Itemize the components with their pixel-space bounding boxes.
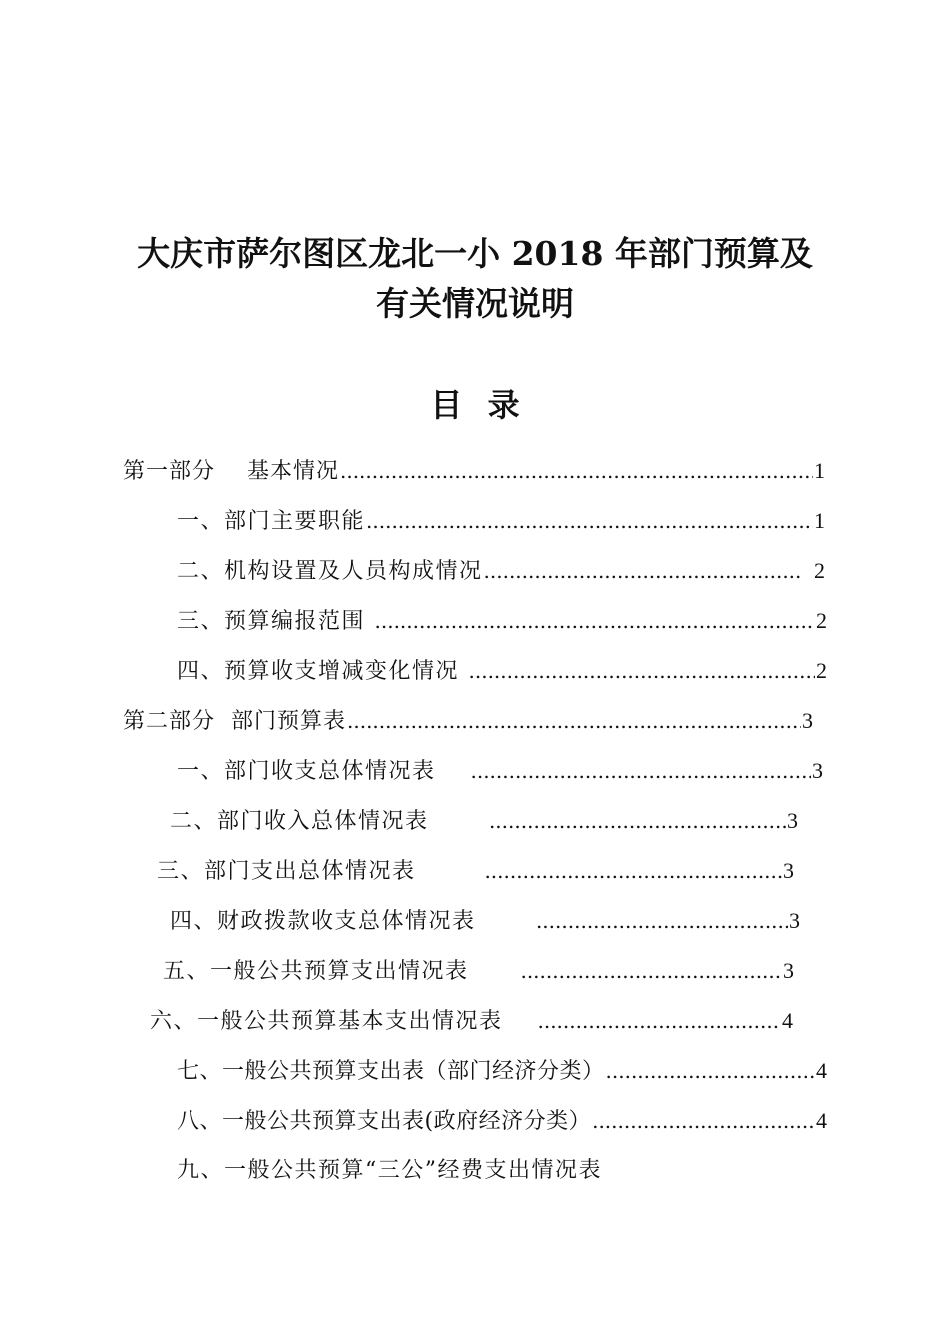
toc-entry-label: 第二部分 部门预算表 — [123, 709, 346, 734]
toc-entry-page: 3 — [783, 958, 794, 983]
toc-entry-1-3[interactable] — [177, 606, 827, 637]
toc-entry-page: 4 — [816, 1058, 827, 1083]
toc-entry-page: 1 — [814, 458, 825, 483]
toc-leader-dots — [347, 706, 801, 736]
toc-entry-label: 八、一般公共预算支出表(政府经济分类） — [177, 1109, 592, 1134]
toc-entry-label: 一、部门主要职能 — [177, 509, 366, 534]
toc-entry-page: 3 — [802, 708, 813, 733]
toc-entry-2-2[interactable] — [170, 806, 798, 837]
document-title-line-2: 有关情况说明 — [376, 284, 574, 323]
toc-entry-page: 3 — [783, 858, 794, 883]
toc-entry-1-1[interactable] — [177, 506, 825, 537]
toc-leader-dots — [592, 1106, 815, 1136]
toc-entry-label: 四、财政拨款收支总体情况表 — [170, 909, 535, 934]
toc-entry-2-7[interactable] — [177, 1056, 827, 1087]
toc-entry-label: 第一部分 基本情况 — [123, 459, 339, 484]
toc-leader-dots — [366, 506, 813, 536]
toc-entry-page: 3 — [789, 908, 800, 933]
toc-entry-label: 七、一般公共预算支出表（部门经济分类） — [177, 1059, 605, 1084]
toc-entry-2-9[interactable] — [177, 1156, 827, 1186]
toc-entry-page: 2 — [816, 658, 827, 683]
toc-entry-2-3[interactable] — [157, 856, 794, 887]
toc-entry-label: 三、部门支出总体情况表 — [157, 859, 484, 884]
toc-leader-dots — [484, 556, 802, 586]
toc-leader-dots — [489, 806, 786, 836]
toc-leader-dots — [537, 1006, 781, 1036]
toc-entry-label: 二、机构设置及人员构成情况 — [177, 559, 483, 584]
toc-entry-label: 九、一般公共预算“三公”经费支出情况表 — [177, 1158, 602, 1183]
document-title-line-1: 大庆市萨尔图区龙北一小 2018 年部门预算及 — [137, 234, 813, 273]
toc-entry-part-2[interactable] — [123, 706, 813, 737]
toc-entry-2-4[interactable] — [170, 906, 800, 937]
toc-entry-2-8[interactable] — [177, 1106, 827, 1137]
toc-leader-dots — [340, 456, 813, 486]
toc-entry-label: 五、一般公共预算支出情况表 — [163, 959, 520, 984]
toc-leader-dots — [484, 856, 782, 886]
toc-entry-page: 1 — [814, 508, 825, 533]
toc-entry-label: 六、一般公共预算基本支出情况表 — [150, 1009, 537, 1034]
toc-entry-page: 2 — [814, 558, 825, 583]
toc-leader-dots — [375, 606, 816, 636]
toc-entry-2-5[interactable] — [163, 956, 794, 987]
toc-entry-1-2[interactable] — [177, 556, 825, 587]
toc-entry-2-6[interactable] — [150, 1006, 793, 1037]
toc-heading: 目 录 — [430, 386, 520, 424]
toc-leader-dots — [606, 1056, 815, 1086]
toc-entry-label: 一、部门收支总体情况表 — [177, 759, 470, 784]
toc-entry-part-1[interactable] — [123, 456, 825, 487]
toc-entry-label: 二、部门收入总体情况表 — [170, 809, 488, 834]
toc-entry-2-1[interactable] — [177, 756, 823, 787]
toc-entry-page: 4 — [782, 1008, 793, 1033]
toc-entry-1-4[interactable] — [177, 656, 827, 687]
toc-entry-page: 4 — [816, 1108, 827, 1133]
toc-entry-page: 2 — [816, 608, 827, 633]
toc-leader-dots — [520, 956, 782, 986]
toc-entry-label: 三、预算编报范围 — [177, 609, 374, 634]
toc-leader-dots — [470, 756, 811, 786]
toc-leader-dots — [469, 656, 816, 686]
toc-entry-page: 3 — [812, 758, 823, 783]
toc-leader-dots — [536, 906, 788, 936]
toc-entry-page: 3 — [787, 808, 798, 833]
toc-entry-label: 四、预算收支增减变化情况 — [177, 659, 468, 684]
